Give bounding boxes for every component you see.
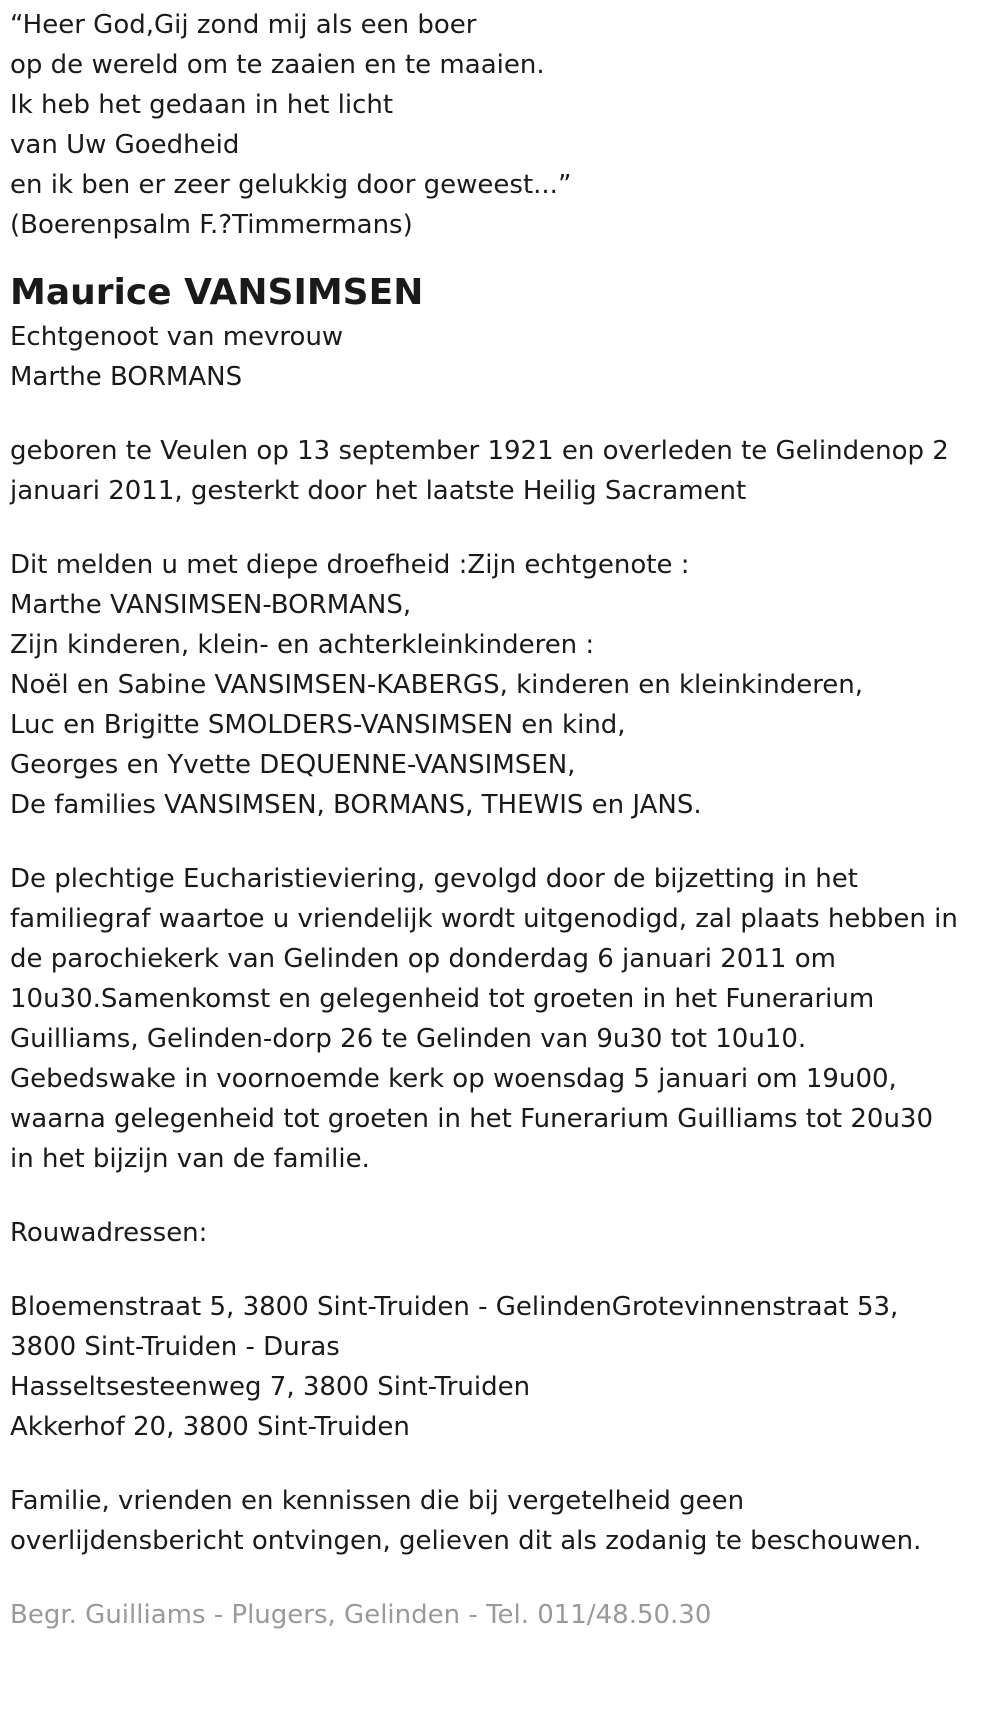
spouse-line: Marthe BORMANS [10, 362, 243, 392]
funeral-home-footer: Begr. Guilliams - Plugers, Gelinden - Tel. 011/48.50.30 [10, 1600, 712, 1630]
ceremony-line: Guilliams, Gelinden-dorp 26 te Gelinden van 9u30 tot 10u10. [10, 1024, 807, 1054]
address-line: 3800 Sint-Truiden - Duras [10, 1332, 340, 1362]
poem-line: en ik ben er zeer gelukkig door geweest...” [10, 170, 572, 200]
address-line: Bloemenstraat 5, 3800 Sint-Truiden - GelindenGrotevinnenstraat 53, [10, 1292, 899, 1322]
ceremony-line: de parochiekerk van Gelinden op donderdag 6 januari 2011 om [10, 944, 836, 974]
poem-line: van Uw Goedheid [10, 130, 240, 160]
family-paragraph [10, 545, 990, 825]
birth-death-paragraph [10, 431, 990, 511]
addresses-heading: Rouwadressen: [10, 1218, 208, 1248]
family-line: De families VANSIMSEN, BORMANS, THEWIS en JANS. [10, 790, 702, 820]
closing-line: Familie, vrienden en kennissen die bij vergetelheid geen [10, 1486, 745, 1516]
ceremony-paragraph [10, 859, 990, 1179]
poem-line: op de wereld om te zaaien en te maaien. [10, 50, 545, 80]
ceremony-line: De plechtige Eucharistieviering, gevolgd door de bijzetting in het [10, 864, 858, 894]
family-line: Marthe VANSIMSEN-BORMANS, [10, 590, 412, 620]
family-line: Zijn kinderen, klein- en achterkleinkinderen : [10, 630, 595, 660]
addresses-list [10, 1287, 990, 1447]
poem-line: “Heer God,Gij zond mij als een boer [10, 10, 477, 40]
closing-line: overlijdensbericht ontvingen, gelieven dit als zodanig te beschouwen. [10, 1526, 922, 1556]
closing-paragraph [10, 1481, 990, 1561]
family-line: Dit melden u met diepe droefheid :Zijn echtgenote : [10, 550, 690, 580]
ceremony-line: 10u30.Samenkomst en gelegenheid tot groeten in het Funerarium [10, 984, 875, 1014]
addresses-heading-block [10, 1213, 990, 1253]
birth-death-line: januari 2011, gesterkt door het laatste Heilig Sacrament [10, 476, 747, 506]
ceremony-line: Gebedswake in voornoemde kerk op woensdag 5 januari om 19u00, [10, 1064, 897, 1094]
birth-death-line: geboren te Veulen op 13 september 1921 en overleden te Gelindenop 2 [10, 436, 949, 466]
address-line: Hasseltsesteenweg 7, 3800 Sint-Truiden [10, 1372, 531, 1402]
poem-line: Ik heb het gedaan in het licht [10, 90, 394, 120]
ceremony-line: familiegraf waartoe u vriendelijk wordt uitgenodigd, zal plaats hebben in [10, 904, 958, 934]
ceremony-line: in het bijzijn van de familie. [10, 1144, 370, 1174]
family-line: Luc en Brigitte SMOLDERS-VANSIMSEN en kind, [10, 710, 626, 740]
ceremony-line: waarna gelegenheid tot groeten in het Funerarium Guilliams tot 20u30 [10, 1104, 934, 1134]
obituary-notice [10, 5, 990, 1635]
address-line: Akkerhof 20, 3800 Sint-Truiden [10, 1412, 410, 1442]
deceased-section [10, 269, 990, 397]
spouse-line: Echtgenoot van mevrouw [10, 322, 344, 352]
deceased-name: Maurice VANSIMSEN [10, 272, 424, 313]
family-line: Noël en Sabine VANSIMSEN-KABERGS, kinderen en kleinkinderen, [10, 670, 864, 700]
poem-quote [10, 5, 990, 245]
family-line: Georges en Yvette DEQUENNE-VANSIMSEN, [10, 750, 576, 780]
poem-attribution: (Boerenpsalm F.?Timmermans) [10, 210, 413, 240]
footer-block [10, 1595, 990, 1635]
